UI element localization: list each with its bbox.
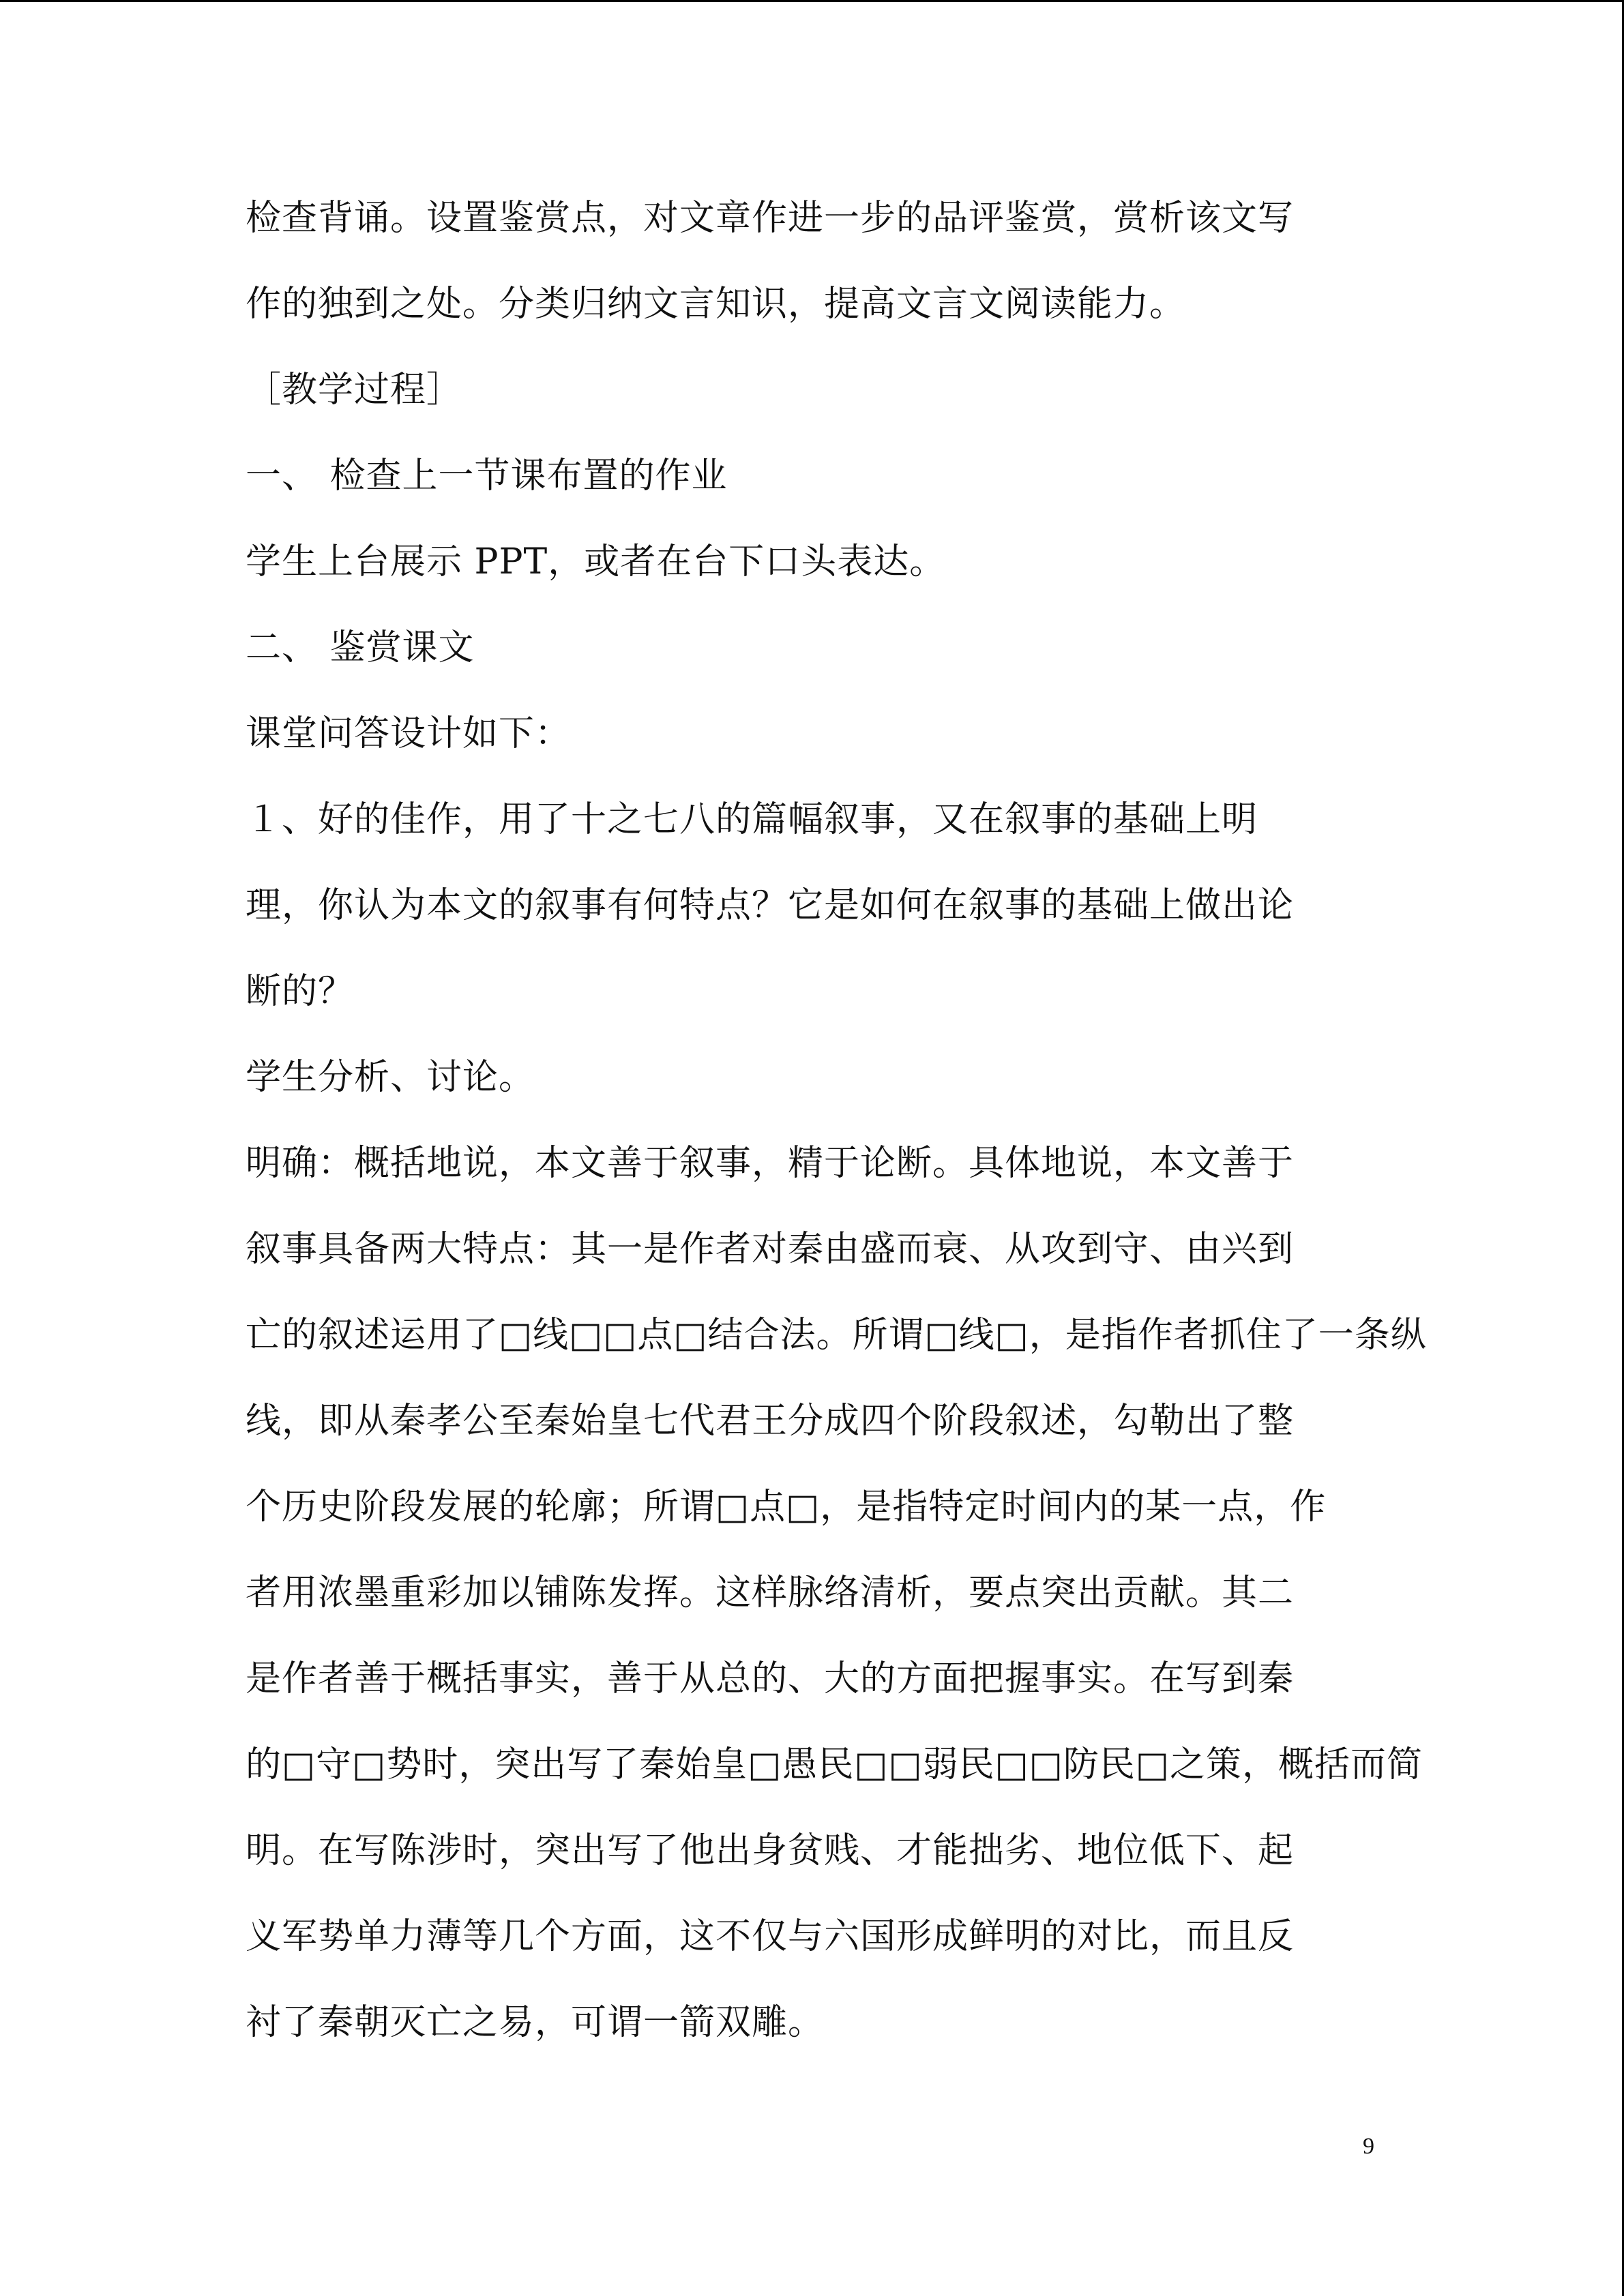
answer-line: 亡的叙述运用了□线□□点□结合法。所谓□线□，是指作者抓住了一条纵	[246, 1315, 1427, 1356]
section-heading: 一、 检查上一节课布置的作业	[246, 456, 728, 496]
answer-line: 明确：概括地说，本文善于叙事，精于论断。具体地说，本文善于	[246, 1143, 1295, 1184]
section-heading: ［教学过程］	[246, 370, 463, 411]
answer-line: 衬了秦朝灭亡之易，可谓一箭双雕。	[246, 2002, 825, 2043]
page-number: 9	[1363, 2134, 1374, 2159]
text-line: 检查背诵。设置鉴赏点，对文章作进一步的品评鉴赏，赏析该文写	[246, 198, 1295, 239]
answer-line: 的□守□势时，突出写了秦始皇□愚民□□弱民□□防民□之策，概括而简	[246, 1744, 1423, 1785]
question-line: １、好的佳作，用了十之七八的篇幅叙事，又在叙事的基础上明	[246, 799, 1258, 840]
answer-line: 个历史阶段发展的轮廓；所谓□点□，是指特定时间内的某一点，作	[246, 1487, 1327, 1527]
text-line: 作的独到之处。分类归纳文言知识，提高文言文阅读能力。	[246, 284, 1186, 325]
page-border-top	[0, 0, 1624, 2]
answer-line: 线，即从秦孝公至秦始皇七代君王分成四个阶段叙述，勾勒出了整	[246, 1401, 1295, 1442]
answer-line: 叙事具备两大特点：其一是作者对秦由盛而衰、从攻到守、由兴到	[246, 1229, 1295, 1270]
answer-line: 是作者善于概括事实，善于从总的、大的方面把握事实。在写到秦	[246, 1658, 1295, 1699]
text-line: 课堂问答设计如下：	[246, 713, 572, 754]
section-heading: 二、 鉴赏课文	[246, 627, 475, 668]
text-line: 学生上台展示 PPT，或者在台下口头表达。	[246, 541, 946, 582]
answer-line: 者用浓墨重彩加以铺陈发挥。这样脉络清析，要点突出贡献。其二	[246, 1572, 1295, 1613]
answer-line: 义军势单力薄等几个方面，这不仅与六国形成鲜明的对比，而且反	[246, 1916, 1295, 1957]
text-line: 学生分析、讨论。	[246, 1057, 535, 1098]
question-line: 断的？	[246, 971, 355, 1012]
question-line: 理，你认为本文的叙事有何特点？它是如何在叙事的基础上做出论	[246, 885, 1295, 926]
answer-line: 明。在写陈涉时，突出写了他出身贫贱、才能拙劣、地位低下、起	[246, 1830, 1295, 1871]
